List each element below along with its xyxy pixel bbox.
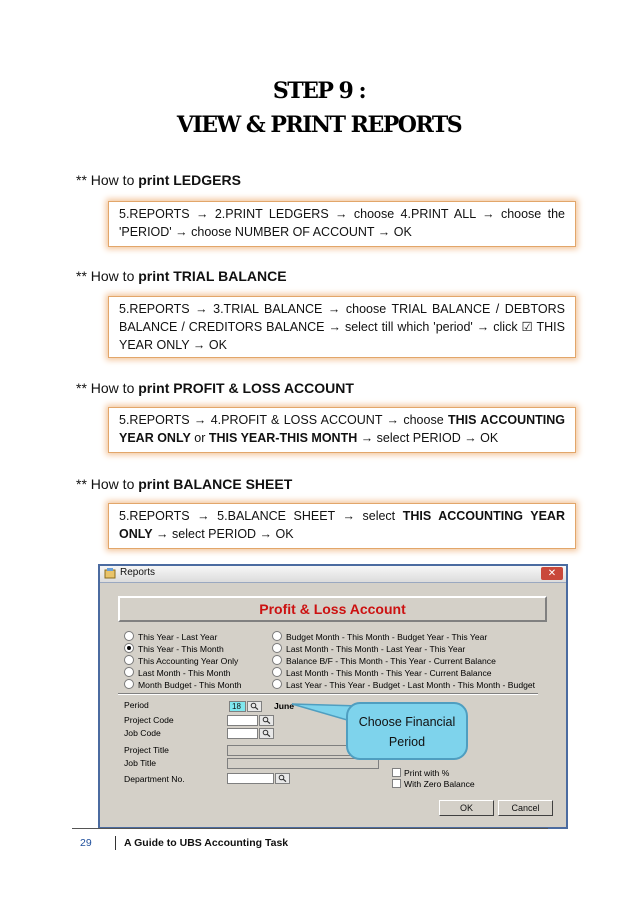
window-title: Reports xyxy=(120,567,156,578)
how-to-trial-balance xyxy=(76,268,287,284)
callout-choose-period xyxy=(346,702,468,760)
radio-option-label: Budget Month - This Month - Budget Year - This Year xyxy=(286,632,488,642)
instruction-box-ledgers: 5.REPORTS → 2.PRINT LEDGERS → choose 4.PRINT ALL → choose the 'PERIOD' → choose NUMBER OF ACCOUNT → OK xyxy=(108,201,576,247)
instruction-box-trial-balance: 5.REPORTS → 3.TRIAL BALANCE → choose TRIAL BALANCE / DEBTORS BALANCE / CREDITORS BALANCE → select till which 'period' → click ☑ THIS YEAR ONLY → OK xyxy=(108,296,576,358)
department-label: Department No. xyxy=(124,774,185,784)
radio-button xyxy=(124,631,134,641)
job-code-input[interactable] xyxy=(227,728,258,739)
report-banner: Profit & Loss Account xyxy=(118,596,547,622)
callout-line-1: Choose Financial xyxy=(358,715,456,729)
radio-button xyxy=(272,679,282,689)
magnifier-icon xyxy=(250,702,259,710)
radio-button xyxy=(124,667,134,677)
radio-button xyxy=(272,631,282,641)
radio-option-right-1[interactable] xyxy=(272,643,465,654)
period-lookup-button[interactable] xyxy=(247,701,262,712)
magnifier-icon xyxy=(262,716,271,724)
how-to-topic: print PROFIT & LOSS ACCOUNT xyxy=(138,380,354,396)
with-zero-balance-checkbox[interactable] xyxy=(392,779,475,789)
cancel-button[interactable]: Cancel xyxy=(498,800,553,816)
period-label: Period xyxy=(124,700,149,710)
project-title-label: Project Title xyxy=(124,745,169,755)
radio-option-left-0[interactable] xyxy=(124,631,217,642)
radio-button xyxy=(124,679,134,689)
magnifier-icon xyxy=(278,774,287,782)
radio-option-label: This Year - This Month xyxy=(138,644,224,654)
how-to-prefix: ** How to xyxy=(76,476,139,492)
radio-option-label: Last Month - This Month - This Year - Current Balance xyxy=(286,668,492,678)
window-titlebar xyxy=(100,566,566,583)
radio-option-label: Last Month - This Month - Last Year - This Year xyxy=(286,644,466,654)
ok-button[interactable]: OK xyxy=(439,800,494,816)
footer-title: A Guide to UBS Accounting Task xyxy=(124,837,289,849)
options-divider xyxy=(118,693,538,695)
job-code-lookup-button[interactable] xyxy=(259,728,274,739)
how-to-topic: print LEDGERS xyxy=(138,172,241,188)
how-to-prefix: ** How to xyxy=(76,172,139,188)
close-button[interactable]: ✕ xyxy=(541,567,563,580)
radio-option-right-0[interactable] xyxy=(272,631,487,642)
footer-rule xyxy=(72,828,548,829)
section-title: VIEW & PRINT REPORTS xyxy=(176,112,462,138)
radio-option-label: Last Year - This Year - Budget - Last Month - This Month - Budget xyxy=(286,680,536,690)
how-to-topic: print BALANCE SHEET xyxy=(138,476,293,492)
how-to-balance-sheet xyxy=(76,476,292,492)
checkbox-box xyxy=(392,779,401,788)
checkbox-box xyxy=(392,768,401,777)
radio-option-label: Balance B/F - This Month - This Year - Current Balance xyxy=(286,656,496,666)
radio-option-label: This Accounting Year Only xyxy=(138,656,239,666)
radio-option-right-3[interactable] xyxy=(272,667,492,678)
radio-button xyxy=(272,643,282,653)
project-code-lookup-button[interactable] xyxy=(259,715,274,726)
job-code-label: Job Code xyxy=(124,728,161,738)
radio-option-label: Last Month - This Month xyxy=(138,668,231,678)
job-title-label: Job Title xyxy=(124,758,157,768)
radio-option-left-2[interactable] xyxy=(124,655,238,666)
radio-button xyxy=(124,643,134,653)
period-input[interactable]: 18 xyxy=(229,701,246,712)
how-to-profit-loss xyxy=(76,380,354,396)
project-code-label: Project Code xyxy=(124,715,174,725)
magnifier-icon xyxy=(262,729,271,737)
how-to-prefix: ** How to xyxy=(76,268,139,284)
period-month: June xyxy=(274,701,295,711)
page-number: 29 xyxy=(80,837,92,849)
radio-option-right-4[interactable] xyxy=(272,679,535,690)
how-to-topic: print TRIAL BALANCE xyxy=(138,268,287,284)
instruction-box-profit-loss: 5.REPORTS → 4.PROFIT & LOSS ACCOUNT → choose THIS ACCOUNTING YEAR ONLY or THIS YEAR-THIS MONTH → select PERIOD → OK xyxy=(108,407,576,453)
print-with-percent-checkbox[interactable] xyxy=(392,768,449,778)
radio-option-left-1[interactable] xyxy=(124,643,224,654)
with-zero-balance-label: With Zero Balance xyxy=(404,779,475,789)
instruction-box-balance-sheet: 5.REPORTS → 5.BALANCE SHEET → select THIS ACCOUNTING YEAR ONLY → select PERIOD → OK xyxy=(108,503,576,549)
step-title: STEP 9 : xyxy=(272,78,366,104)
print-with-percent-label: Print with % xyxy=(404,768,450,778)
radio-option-label: This Year - Last Year xyxy=(138,632,218,642)
how-to-ledgers xyxy=(76,172,241,188)
radio-option-label: Month Budget - This Month xyxy=(138,680,242,690)
radio-option-left-4[interactable] xyxy=(124,679,242,690)
radio-button xyxy=(272,655,282,665)
reports-icon xyxy=(104,568,116,579)
radio-option-right-2[interactable] xyxy=(272,655,496,666)
radio-option-left-3[interactable] xyxy=(124,667,231,678)
how-to-prefix: ** How to xyxy=(76,380,139,396)
project-code-input[interactable] xyxy=(227,715,258,726)
footer-divider xyxy=(115,836,116,850)
department-input[interactable] xyxy=(227,773,274,784)
radio-button xyxy=(272,667,282,677)
radio-button xyxy=(124,655,134,665)
department-lookup-button[interactable] xyxy=(275,773,290,784)
callout-line-2: Period xyxy=(388,735,426,749)
